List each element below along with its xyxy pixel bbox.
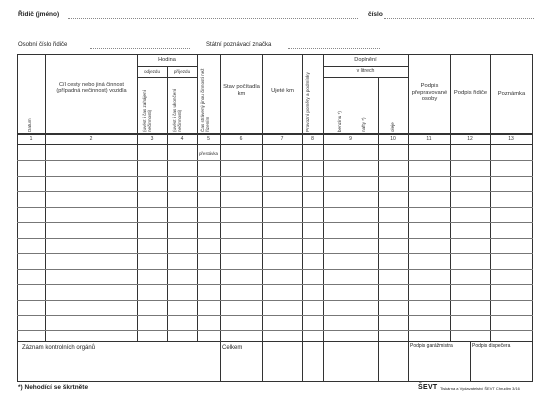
- col-number-13: 13: [508, 136, 514, 142]
- col-refuel-group: Doplnění: [354, 57, 377, 64]
- dispatch-sign-label: Podpis dispečera: [472, 343, 511, 349]
- col-hour-group: Hodina: [158, 57, 176, 64]
- footnote: *) Nehodící se škrtněte: [18, 384, 89, 391]
- number-label: číslo: [368, 11, 383, 18]
- col-number-4: 4: [180, 136, 184, 142]
- col5-note: Čas strávený jinou činností než řízením: [200, 68, 210, 132]
- col-fuel: benzínu *): [337, 111, 342, 132]
- col-oil: nafty *): [361, 117, 366, 132]
- col-destination: Cíl cesty nebo jiná činnost (případná nečinnost) vozidla: [56, 81, 127, 94]
- plate-line: [288, 48, 380, 49]
- col-number-11: 11: [426, 136, 432, 142]
- col-number-2: 2: [89, 136, 93, 142]
- driver-name-label: Řidič (jméno): [18, 11, 60, 18]
- col-number-8: 8: [311, 136, 314, 142]
- col-number-9: 9: [349, 136, 352, 142]
- col-number-7: 7: [280, 136, 284, 142]
- col-number-5: 5: [207, 136, 210, 142]
- col-odometer: Stav počítadla km: [223, 84, 260, 97]
- personal-number-label: Osobní číslo řidiče: [18, 42, 68, 48]
- col3-note: (uvést i čas zahájení nečinnosti): [142, 90, 152, 132]
- personal-number-line: [90, 48, 190, 49]
- publisher-text: Tiskárna a Vydavatelství ŠEVT Chrudim 3/16: [440, 386, 520, 391]
- col-driven: Ujeté km: [271, 87, 294, 94]
- col-number-3: 3: [150, 136, 154, 142]
- garage-sign-label: Podpis garážmistra: [410, 343, 453, 349]
- col-number-6: 6: [239, 136, 243, 142]
- number-line: [384, 18, 534, 19]
- col-departure: odjezdu: [143, 68, 161, 74]
- col-number-12: 12: [467, 136, 473, 142]
- col4-note: (uvést i čas ukončení nečinnosti): [172, 88, 182, 132]
- col-number-1: 1: [29, 136, 33, 142]
- col-arrival: příjezdu: [173, 68, 191, 74]
- control-records-label: Záznam kontrolních orgánů: [22, 345, 96, 351]
- col-in-liters: v litrech: [356, 67, 375, 74]
- col-operating-conditions: Provozní poměry a podmínky: [305, 72, 310, 132]
- col-other: oleje: [390, 122, 395, 132]
- col-date: Datum: [27, 118, 32, 132]
- driver-name-line: [68, 18, 358, 19]
- total-label: Celkem: [222, 345, 243, 351]
- plate-label: Státní poznávací značka: [206, 42, 272, 48]
- col-driver-sign: Podpis řidiče: [453, 89, 488, 96]
- col-note: Poznámka: [497, 90, 526, 97]
- first-row-break: přestávka: [198, 151, 219, 156]
- publisher-logo: ŠEVT: [418, 384, 438, 391]
- col-number-10: 10: [390, 136, 396, 142]
- col-dispatcher-sign: Podpis přepravované osoby: [411, 83, 448, 103]
